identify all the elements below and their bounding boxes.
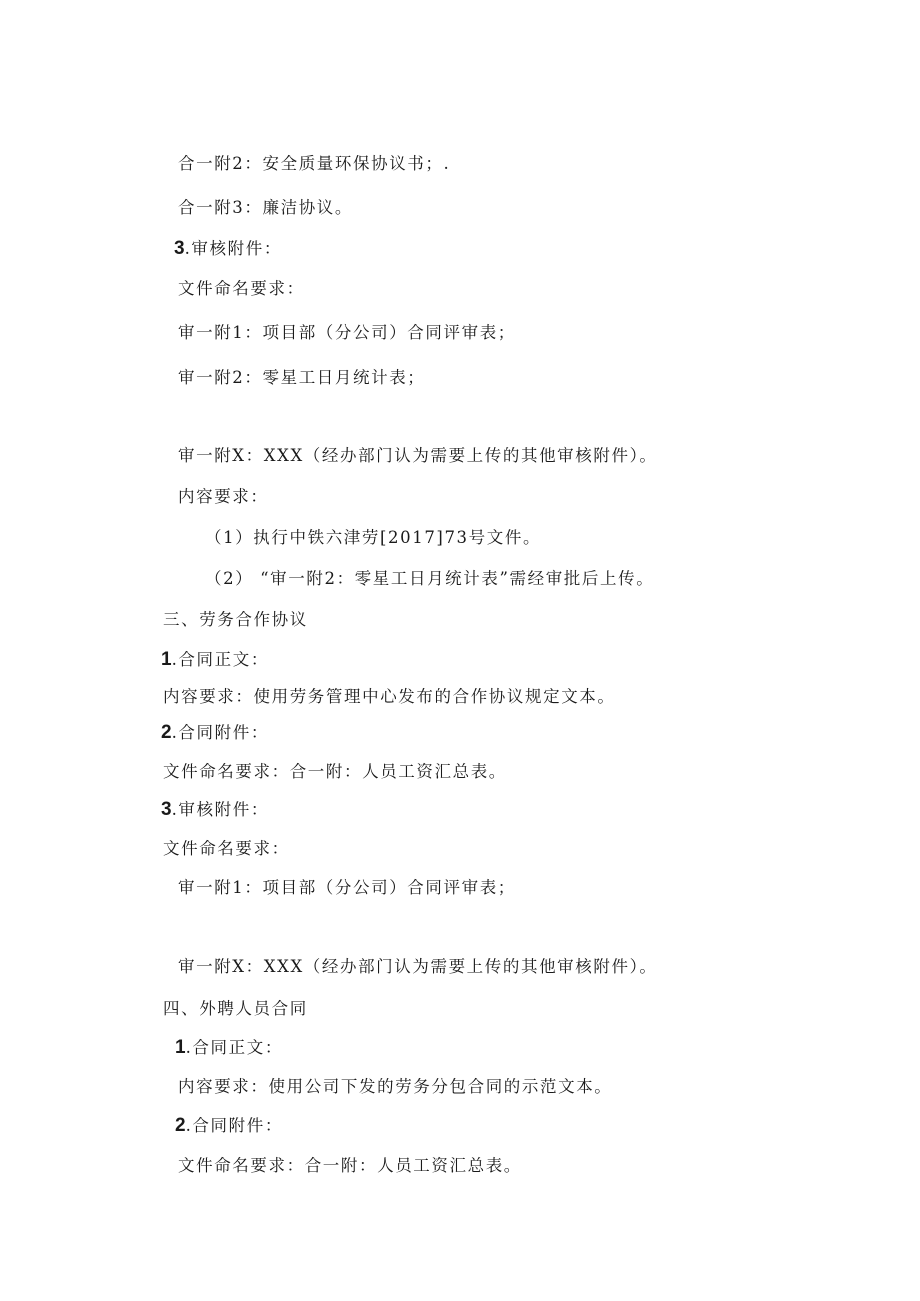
section-number: 2	[175, 1115, 186, 1136]
review-attachment-line-1: 审一附1：项目部（分公司）合同评审表；	[178, 323, 516, 342]
content-requirement-item-1: （1）执行中铁六津劳[2017]73号文件。	[205, 528, 542, 547]
review-attachment-line-x: 审一附X：XXX（经办部门认为需要上传的其他审核附件）。	[178, 446, 658, 465]
section-heading-contract-body	[175, 1037, 283, 1059]
review-attachment-line-x: 审一附X：XXX（经办部门认为需要上传的其他审核附件）。	[178, 957, 658, 976]
review-attachment-line-1: 审一附1：项目部（分公司）合同评审表；	[178, 878, 516, 897]
content-requirement-line: 内容要求：使用劳务管理中心发布的合作协议规定文本。	[163, 687, 616, 706]
review-attachment-line-2: 审一附2：零星工日月统计表；	[178, 368, 426, 387]
section-number: 2	[161, 722, 172, 743]
section-number: 1	[175, 1037, 186, 1058]
section-number: 3	[161, 799, 172, 820]
section-heading-contract-body	[161, 649, 269, 671]
section-heading-contract-attachments	[175, 1115, 283, 1137]
section-heading-text: .合同正文：	[185, 1038, 283, 1057]
naming-requirement-line: 文件命名要求：合一附：人员工资汇总表。	[163, 762, 507, 781]
naming-requirement-line: 文件命名要求：合一附：人员工资汇总表。	[178, 1156, 522, 1175]
attachment-line-integrity-agreement: 合一附3：廉洁协议。	[178, 198, 353, 217]
chapter-heading-labor-cooperation: 三、劳务合作协议	[163, 610, 308, 629]
section-heading-review-attachments	[161, 799, 269, 821]
content-requirement-item-2: （2） “审一附2：零星工日月统计表”需经审批后上传。	[205, 569, 655, 588]
section-heading-text: .合同附件：	[171, 723, 269, 742]
section-heading-text: .合同附件：	[185, 1116, 283, 1135]
section-heading-text: .审核附件：	[184, 239, 282, 258]
section-heading-text: .合同正文：	[171, 650, 269, 669]
section-heading-review-attachments	[174, 238, 282, 260]
section-number: 1	[161, 649, 172, 670]
section-heading-contract-attachments	[161, 722, 269, 744]
content-requirement-label: 内容要求：	[178, 487, 269, 506]
section-heading-text: .审核附件：	[171, 800, 269, 819]
content-requirement-line: 内容要求：使用公司下发的劳务分包合同的示范文本。	[178, 1077, 613, 1096]
chapter-heading-external-staff-contract: 四、外聘人员合同	[163, 999, 308, 1018]
attachment-line-safety-agreement: 合一附2：安全质量环保协议书；.	[178, 154, 451, 173]
naming-requirement-label: 文件命名要求：	[163, 839, 290, 858]
section-number: 3	[174, 238, 185, 259]
naming-requirement-label: 文件命名要求：	[178, 279, 305, 298]
